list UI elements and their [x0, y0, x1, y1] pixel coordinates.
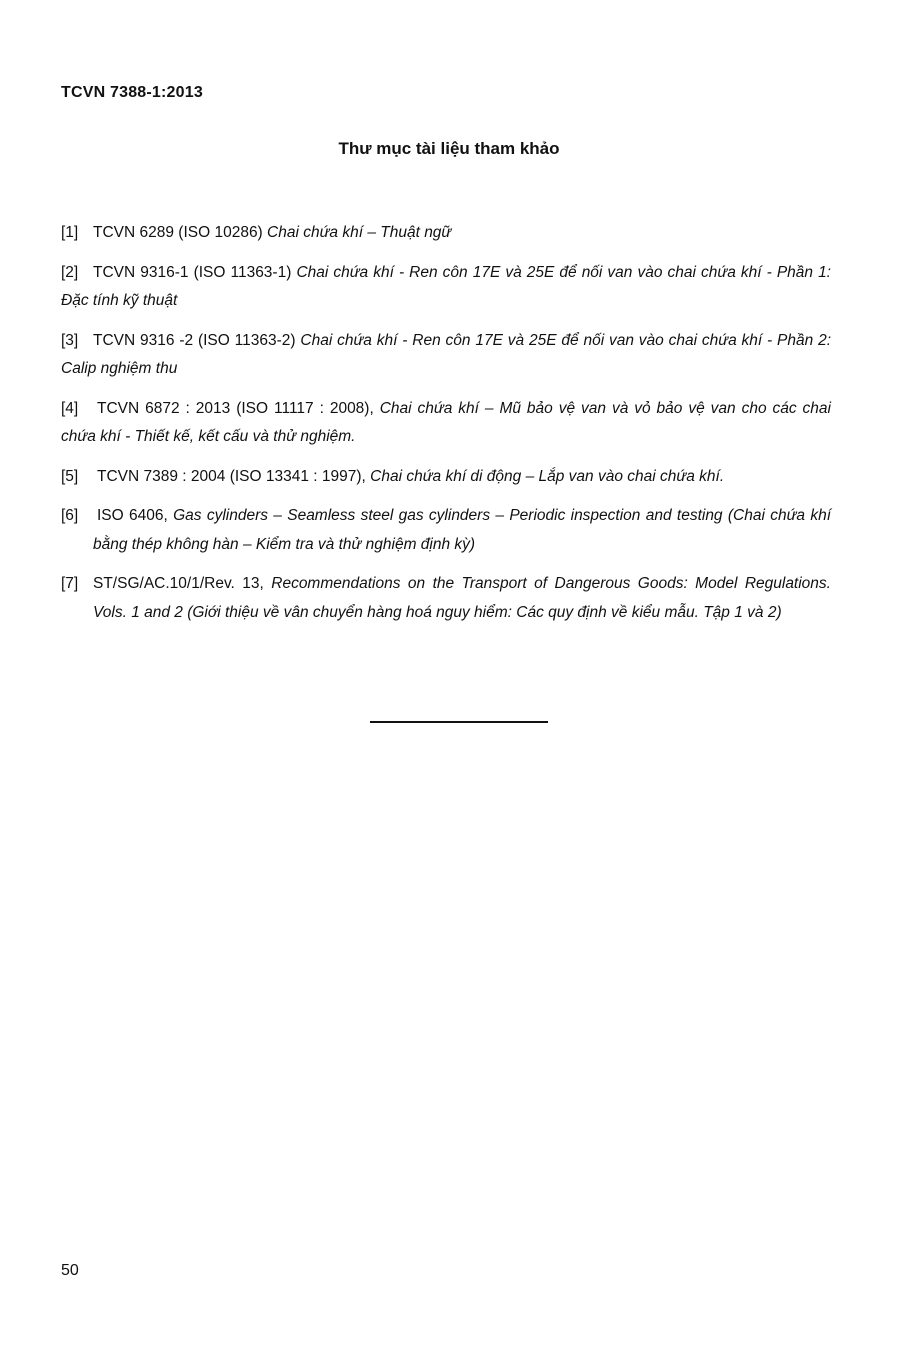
reference-item-7 — [61, 570, 831, 627]
reference-number: [7] — [61, 575, 79, 592]
reference-title: Chai chứa khí - Ren côn 17E và 25E để nối van vào chai chứa khí - Phần 2: Calip nghiệm thu — [61, 331, 831, 377]
reference-title: Chai chứa khí di động – Lắp van vào chai chứa khí. — [370, 467, 725, 485]
end-divider — [370, 721, 548, 723]
reference-number: [4] — [61, 399, 79, 417]
reference-standard: ST/SG/AC.10/1/Rev. 13, — [93, 575, 272, 592]
reference-item-2 — [61, 259, 831, 316]
document-code: TCVN 7388-1:2013 — [61, 84, 203, 101]
reference-item-5 — [61, 463, 831, 492]
reference-number: [6] — [61, 507, 79, 524]
page-number: 50 — [61, 1262, 79, 1279]
reference-number: [5] — [61, 467, 79, 485]
reference-standard: TCVN 6289 (ISO 10286) — [93, 224, 268, 241]
reference-number: [2] — [61, 263, 79, 281]
reference-standard: TCVN 9316-1 (ISO 11363-1) — [93, 263, 297, 281]
reference-list — [61, 219, 831, 638]
reference-title: Gas cylinders – Seamless steel gas cylinders – Periodic inspection and testing (Chai chứa khí bằng thép không hàn – Kiểm tra và thử nghiệm định kỳ) — [93, 507, 831, 553]
reference-standard: TCVN 9316 -2 (ISO 11363-2) — [93, 331, 301, 349]
reference-title: Recommendations on the Transport of Dangerous Goods: Model Regulations. Vols. 1 and 2 (Giới thiệu về vân chuyển hàng hoá nguy hiểm: Các quy định về kiểu mẫu. Tập 1 và 2) — [93, 575, 831, 621]
reference-number: [1] — [61, 224, 79, 241]
reference-item-1 — [61, 219, 831, 248]
reference-number: [3] — [61, 331, 79, 349]
reference-item-4 — [61, 395, 831, 452]
reference-title: Chai chứa khí – Mũ bảo vệ van và vỏ bảo vệ van cho các chai chứa khí - Thiết kế, kết cấu và thử nghiệm. — [61, 399, 831, 445]
reference-item-3 — [61, 327, 831, 384]
reference-standard: TCVN 6872 : 2013 (ISO 11117 : 2008), — [97, 399, 380, 417]
reference-title: Chai chứa khí - Ren côn 17E và 25E để nối van vào chai chứa khí - Phần 1: Đặc tính kỹ thuật — [61, 263, 831, 309]
page-title: Thư mục tài liệu tham khảo — [338, 139, 560, 158]
reference-standard: TCVN 7389 : 2004 (ISO 13341 : 1997), — [97, 467, 371, 485]
reference-standard: ISO 6406, — [97, 507, 174, 524]
reference-title: Chai chứa khí – Thuật ngữ — [267, 224, 452, 241]
reference-item-6 — [61, 502, 831, 559]
